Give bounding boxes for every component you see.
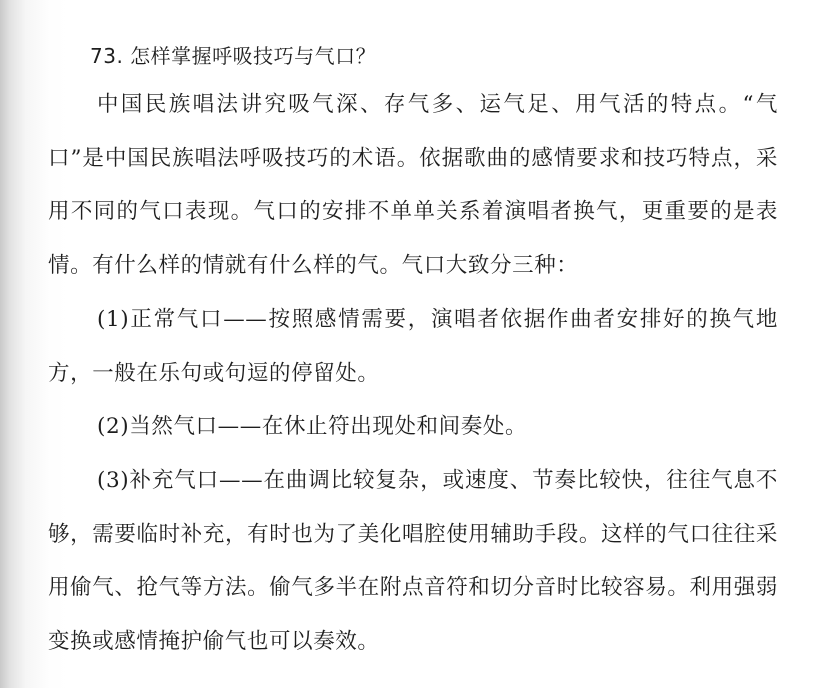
page-content [48,34,778,669]
natural-breath-paragraph: (2)当然气口——在休止符出现处和间奏处。 [97,414,528,440]
intro-paragraph: 中国民族唱法讲究吸气深、存气多、运气足、用气活的特点。“气口”是中国民族唱法呼吸技巧的术语。依据歌曲的感情要求和技巧特点，采用不同的气口表现。气口的安排不单单关系着演唱者换气，更重要的是表情。有什么样的情就有什么样的气。气口大致分三种： [48,92,778,279]
question-heading: 73. 怎样掌握呼吸技巧与气口？ [90,44,377,68]
normal-breath-paragraph: (1)正常气口——按照感情需要，演唱者依据作曲者安排好的换气地方，一般在乐句或句逗的停留处。 [48,306,778,386]
supplementary-breath-paragraph: (3)补充气口——在曲调比较复杂，或速度、节奏比较快，往往气息不够，需要临时补充，有时也为了美化唱腔使用辅助手段。这样的气口往往采用偷气、抢气等方法。偷气多半在附点音符和切分音时比较容易。利用强弱变换或感情掩护偷气也可以奏效。 [48,467,778,655]
